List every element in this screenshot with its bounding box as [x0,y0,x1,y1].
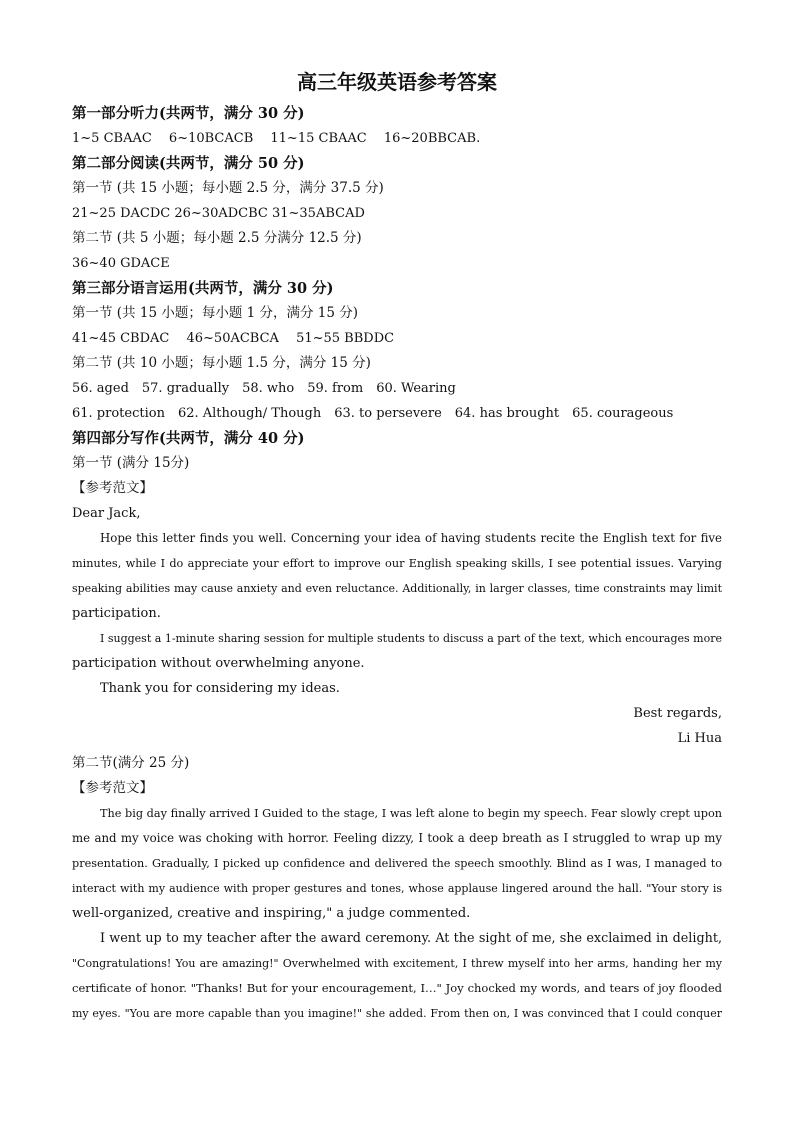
essay-text-line: I went up to my teacher after the award ceremony. At the sight of me, she exclaimed in delight, [100,931,722,946]
answer-line: 41~45 CBDAC 46~50ACBCA 51~55 BBDDC [72,331,395,346]
subsection-heading: 第一节 (满分 15分) [72,455,190,471]
answer-line: 21~25 DACDC 26~30ADCBC 31~35ABCAD [72,206,365,221]
answer-line: 56. aged 57. gradually 58. who 59. from 60. Wearing [72,381,456,396]
letter-text-line: I suggest a 1-minute sharing session for multiple students to discuss a part of the text, which encourages more [100,632,722,645]
subsection-heading: 第二节 (共 5 小题；每小题 2.5 分满分 12.5 分) [72,230,362,246]
essay-text-line: The big day finally arrived I Guided to the stage, I was left alone to begin my speech. Fear slowly crept upon [100,807,722,820]
section-heading: 第三部分语言运用(共两节，满分 30 分) [72,280,334,297]
letter-text-line: Thank you for considering my ideas. [100,681,340,696]
essay-text-line: interact with my audience with proper gestures and tones, whose applause lingered around the hall. "Your story is [72,882,722,895]
page-title: 高三年级英语参考答案 [297,70,497,94]
letter-salutation: Dear Jack, [72,506,141,521]
section-heading: 第一部分听力(共两节，满分 30 分) [72,105,305,122]
answer-line: 61. protection 62. Although/ Though 63. to persevere 64. has brought 65. courageous [72,406,674,421]
letter-signature: Li Hua [677,731,722,746]
answer-line: 1~5 CBAAC 6~10BCACB 11~15 CBAAC 16~20BBCAB. [72,131,481,146]
subsection-heading: 第二节 (共 10 小题；每小题 1.5 分，满分 15 分) [72,355,371,371]
letter-text-line: participation. [72,606,161,621]
sample-essay-label: 【参考范文】 [72,780,153,796]
essay-text-line: me and my voice was choking with horror. Feeling dizzy, I took a deep breath as I struggled to wrap up my [72,831,722,845]
essay-text-line: "Congratulations! You are amazing!" Overwhelmed with excitement, I threw myself into her arms, handing her my [72,957,722,970]
letter-text-line: speaking abilities may cause anxiety and even reluctance. Additionally, in larger classes, time constraints may limit [72,582,722,595]
section-heading: 第二部分阅读(共两节，满分 50 分) [72,155,305,172]
subsection-heading: 第一节 (共 15 小题；每小题 2.5 分，满分 37.5 分) [72,180,384,196]
section-heading: 第四部分写作(共两节，满分 40 分) [72,430,305,447]
essay-text-line: certificate of honor. "Thanks! But for your encouragement, I…" Joy chocked my words, and tears of joy flooded [72,981,722,995]
essay-text-line: presentation. Gradually, I picked up confidence and delivered the speech smoothly. Blind as I was, I managed to [72,857,722,870]
essay-text-line: well-organized, creative and inspiring," a judge commented. [72,906,471,921]
subsection-heading: 第二节(满分 25 分) [72,755,190,771]
letter-closing: Best regards, [633,706,722,721]
letter-text-line: minutes, while I do appreciate your effort to improve our English speaking skills, I see potential issues. Varying [72,557,722,570]
letter-text-line: Hope this letter finds you well. Concerning your idea of having students recite the English text for five [100,531,722,545]
subsection-heading: 第一节 (共 15 小题；每小题 1 分，满分 15 分) [72,305,359,321]
essay-text-line: my eyes. "You are more capable than you imagine!" she added. From then on, I was convinced that I could conquer [72,1007,722,1020]
answer-line: 36~40 GDACE [72,256,170,271]
letter-text-line: participation without overwhelming anyone. [72,656,365,671]
sample-essay-label: 【参考范文】 [72,480,153,496]
